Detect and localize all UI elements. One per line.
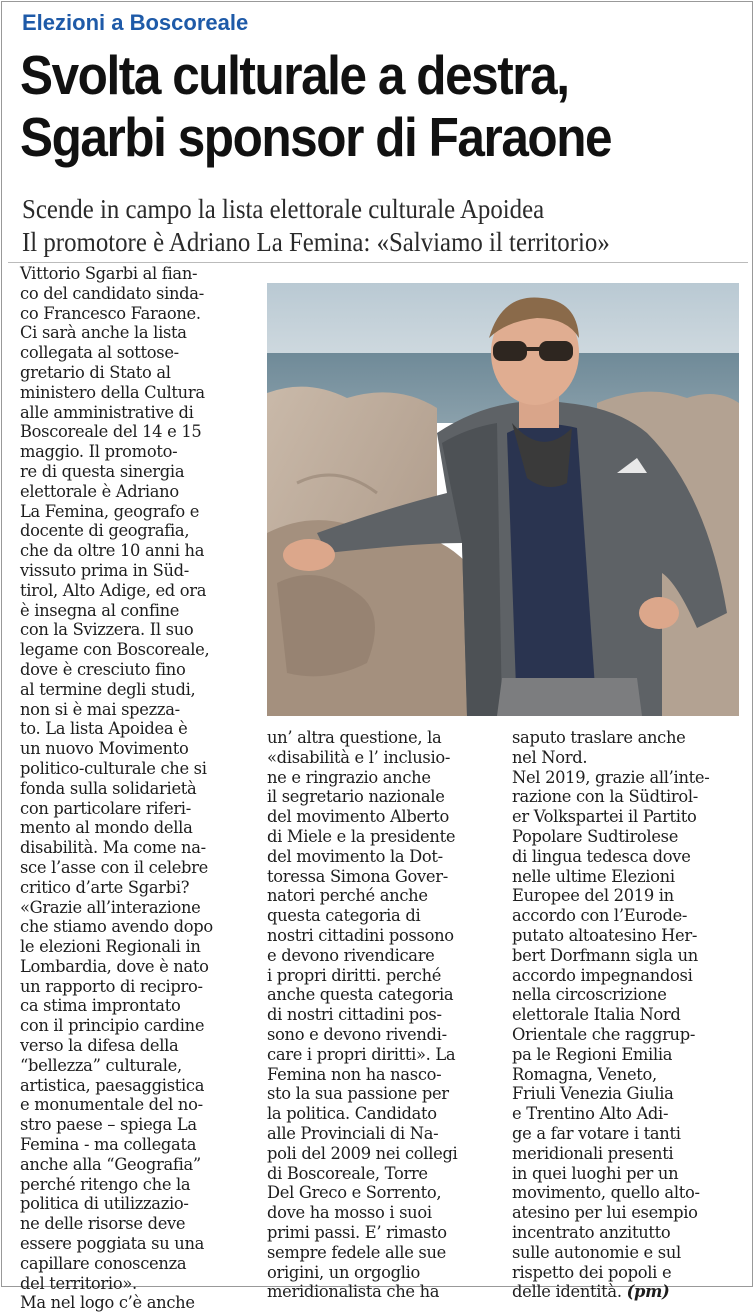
column-1-line: al termine degli studi, — [20, 679, 196, 699]
column-2-line: il segretario nazionale — [267, 787, 445, 807]
column-1-line: ministero della Cultura — [20, 382, 205, 402]
column-3-line: e Trentino Alto Adi- — [512, 1104, 669, 1124]
column-2-line: natori perché anche — [267, 886, 428, 906]
column-2-line: anche questa categoria — [267, 985, 454, 1005]
headline-line-1: Svolta culturale a destra, — [20, 44, 569, 106]
column-3-line: putato altoatesino Her- — [512, 925, 698, 945]
column-1-line: stro paese – spiega La — [20, 1115, 197, 1135]
column-2-line: ne e ringrazio anche — [267, 767, 431, 787]
column-1-line: legame con Boscoreale, — [20, 640, 210, 660]
column-2-line: origini, un orgoglio — [267, 1262, 421, 1282]
column-3-line: meridionali presenti — [512, 1143, 674, 1163]
column-1-line: del territorio». — [20, 1273, 137, 1293]
column-1-line: sce l’asse con il celebre — [20, 857, 209, 877]
column-1-line: con particolare riferi- — [20, 798, 191, 818]
column-3-line: Popolare Sudtirolese — [512, 826, 679, 846]
column-2-line: Femina non ha nasco- — [267, 1064, 442, 1084]
headline-line-2: Sgarbi sponsor di Faraone — [20, 106, 612, 168]
column-1-line: artistica, paesaggistica — [20, 1075, 205, 1095]
column-1-line: La Femina, geografo e — [20, 501, 200, 521]
column-3-line: atesino per lui esempio — [512, 1203, 698, 1223]
column-2-line: di Miele e la presidente — [267, 826, 456, 846]
column-1-line: docente di geografia, — [20, 521, 190, 541]
column-1-line: co del candidato sinda- — [20, 283, 204, 303]
column-2-line: di nostri cittadini pos- — [267, 1005, 442, 1025]
column-2-line: questa categoria di — [267, 906, 421, 926]
article-column-3-lines — [512, 728, 748, 1282]
column-1-line: un rapporto di recipro- — [20, 976, 203, 996]
column-1-line: anche alla “Geografia” — [20, 1154, 201, 1174]
column-1-line: perché ritengo che la — [20, 1174, 191, 1194]
column-1-line: elettorale è Adriano — [20, 481, 179, 501]
column-2-line: un’ altra questione, la — [267, 728, 442, 747]
column-2-line: dove ha mosso i suoi — [267, 1203, 432, 1223]
column-3-line: in quei luoghi per un — [512, 1163, 679, 1183]
subtitle — [22, 193, 694, 259]
column-2-line: sto la sua passione per — [267, 1084, 449, 1104]
photo-man-by-the-sea — [267, 283, 739, 716]
column-1-line: è insegna al confine — [20, 600, 180, 620]
column-1-line: «Grazie all’interazione — [20, 897, 201, 917]
column-3-line: sulle autonomie e sul — [512, 1242, 681, 1262]
column-3-line: Orientale che raggrup- — [512, 1024, 696, 1044]
article-last-words: delle identità. — [512, 1282, 622, 1302]
article-photo — [267, 283, 739, 716]
column-1-line: gretario di Stato al — [20, 362, 171, 382]
column-1-line: che stiamo avendo dopo — [20, 917, 213, 937]
column-1-line: tirol, Alto Adige, ed ora — [20, 580, 207, 600]
column-3-line: di lingua tedesca dove — [512, 846, 691, 866]
column-1-line: Femina - ma collegata — [20, 1135, 197, 1155]
column-2-line: di Boscoreale, Torre — [267, 1163, 428, 1183]
headline — [20, 44, 677, 168]
column-1-line: disabilità. Ma come na- — [20, 838, 206, 858]
column-2-line: i propri diritti. perché — [267, 965, 442, 985]
column-3-line: movimento, quello alto- — [512, 1183, 700, 1203]
column-1-line: capillare conoscenza — [20, 1253, 187, 1273]
column-1-line: un nuovo Movimento — [20, 739, 189, 759]
column-1-line: Boscoreale del 14 e 15 — [20, 422, 202, 442]
column-2-line: Del Greco e Sorrento, — [267, 1183, 442, 1203]
column-2-line: e devono rivendicare — [267, 945, 435, 965]
column-2-line: alle Provinciali di Na- — [267, 1123, 439, 1143]
column-3-line: Romagna, Veneto, — [512, 1064, 657, 1084]
column-1-line: Ci sarà anche la lista — [20, 323, 187, 343]
column-2-line: nostri cittadini possono — [267, 925, 454, 945]
column-1-line: verso la difesa della — [20, 1036, 179, 1056]
column-1-line: critico d’arte Sgarbi? — [20, 877, 190, 897]
column-1-line: e monumentale del no- — [20, 1095, 203, 1115]
column-2-line: poli del 2009 nei collegi — [267, 1143, 458, 1163]
column-2-line: primi passi. E’ rimasto — [267, 1222, 447, 1242]
column-1-line: mento al mondo della — [20, 818, 193, 838]
column-3-line: razione con la Südtirol- — [512, 787, 698, 807]
column-3-line: elettorale Italia Nord — [512, 1005, 681, 1025]
column-1-line: Vittorio Sgarbi al fian- — [20, 264, 198, 283]
column-1-line: le elezioni Regionali in — [20, 937, 201, 957]
column-2-line: sempre fedele alle sue — [267, 1242, 446, 1262]
column-2-line: toressa Simona Gover- — [267, 866, 448, 886]
column-3-line: rispetto dei popoli e — [512, 1262, 672, 1282]
column-1-line: ca stima improntato — [20, 996, 181, 1016]
column-1-line: “bellezza” culturale, — [20, 1055, 182, 1075]
column-2-line: la politica. Candidato — [267, 1104, 437, 1124]
column-1-line: maggio. Il promoto- — [20, 442, 178, 462]
column-1-line: Ma nel logo c’è anche — [20, 1293, 195, 1313]
column-1-line: re di questa sinergia — [20, 461, 185, 481]
section-kicker: Elezioni a Boscoreale — [22, 10, 249, 35]
column-1-line: che da oltre 10 anni ha — [20, 541, 205, 561]
column-2-line: del movimento la Dot- — [267, 846, 443, 866]
column-3-line: Friuli Venezia Giulia — [512, 1084, 674, 1104]
column-1-line: fonda sulla solidarietà — [20, 778, 197, 798]
column-3-line: ge a far votare i tanti — [512, 1123, 681, 1143]
column-1-line: alle amministrative di — [20, 402, 194, 422]
column-3-line: Europee del 2019 in — [512, 886, 674, 906]
subtitle-line-1: Scende in campo la lista elettorale culturale Apoidea — [22, 194, 545, 224]
column-3-line: nella circoscrizione — [512, 985, 667, 1005]
column-1-line: dove è cresciuto fino — [20, 659, 186, 679]
column-2-line: meridionalista che ha — [267, 1282, 440, 1302]
column-3-line: pa le Regioni Emilia — [512, 1044, 673, 1064]
column-3-line: accordo impegnandosi — [512, 965, 693, 985]
article-column-3 — [512, 728, 748, 1302]
column-1-line: politico-culturale che si — [20, 758, 207, 778]
column-3-line: saputo traslare anche — [512, 728, 686, 747]
article-column-1 — [20, 264, 258, 1313]
column-2-line: del movimento Alberto — [267, 807, 450, 827]
column-3-line: accordo con l’Eurode- — [512, 906, 688, 926]
column-1-line: to. La lista Apoidea è — [20, 719, 188, 739]
column-1-line: Lombardia, dove è nato — [20, 956, 209, 976]
column-3-line: nel Nord. — [512, 747, 588, 767]
column-1-line: ne delle risorse deve — [20, 1214, 186, 1234]
column-3-line: er Volkspartei il Partito — [512, 807, 697, 827]
column-1-line: collegata al sottose- — [20, 343, 179, 363]
subtitle-line-2: Il promotore è Adriano La Femina: «Salviamo il territorio» — [22, 227, 610, 257]
column-1-line: vissuto prima in Süd- — [20, 560, 189, 580]
article-last-line — [512, 1282, 748, 1302]
column-3-line: nelle ultime Elezioni — [512, 866, 675, 886]
column-3-line: incentrato anzitutto — [512, 1222, 671, 1242]
column-2-line: care i propri diritti». La — [267, 1044, 456, 1064]
column-1-line: essere poggiata su una — [20, 1234, 205, 1254]
column-1-line: con la Svizzera. Il suo — [20, 620, 194, 640]
column-2-line: «disabilità e l’ inclusio- — [267, 747, 451, 767]
column-1-line: con il principio cardine — [20, 1016, 205, 1036]
header-divider — [8, 262, 748, 263]
author-signature: (pm) — [626, 1282, 670, 1302]
column-3-line: bert Dorfmann sigla un — [512, 945, 698, 965]
column-1-line: non si è mai spezza- — [20, 699, 180, 719]
column-2-line: sono e devono rivendi- — [267, 1024, 447, 1044]
column-3-line: Nel 2019, grazie all’inte- — [512, 767, 710, 787]
column-1-line: co Francesco Faraone. — [20, 303, 201, 323]
column-1-line: politica di utilizzazio- — [20, 1194, 189, 1214]
article-column-2 — [267, 728, 502, 1302]
